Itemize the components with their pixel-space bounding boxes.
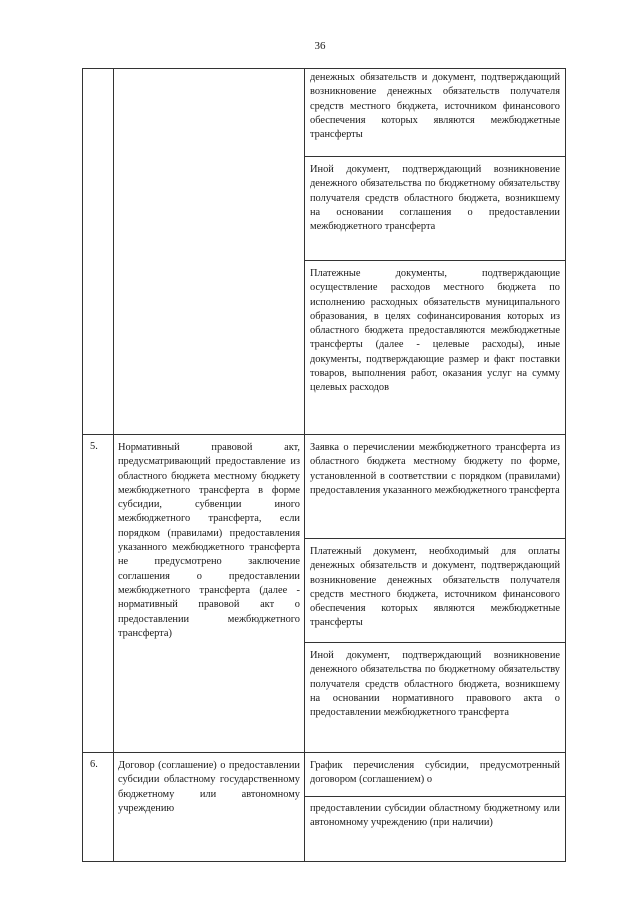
documents-table [82,68,566,862]
table-border-top [82,68,566,69]
table-border-bottom [82,861,566,862]
doc-text: Платежный документ, необходимый для оплаты денежных обязательств и документ, подтверждающий возникновение денежных обязательств получателя средств местного бюджета, источником финансового обеспечения которых являются межбюджетные трансферты [310,546,560,629]
basis-text: Договор (соглашение) о предоставлении субсидии областному государственному бюджетному или автономному учреждению [118,760,300,814]
basis-text: Нормативный правовой акт, предусматривающий предоставление из областного бюджета местному бюджету межбюджетного трансферта в форме субсидии, субвенции иного межбюджетного трансферта, если порядком (правилами) предоставления указанного межбюджетного трансферта не предусмотрено заключение соглашения о предоставлении межбюджетного трансферта (далее - нормативный правовой акт о предоставлении межбюджетного трансферта) [118,442,300,639]
doc-cell [310,759,560,788]
doc-text: Иной документ, подтверждающий возникновение денежного обязательства по бюджетному обязательству получателя средств областного бюджета, возникшему на основании соглашения о предоставлении межбюджетного трансферта [310,164,560,233]
doc-separator [304,642,566,643]
doc-cell [310,545,560,631]
basis-cell [118,441,300,641]
doc-separator [304,796,566,797]
row-separator [82,752,566,753]
doc-text: предоставлении субсидии областному бюджетному или автономному учреждению (при наличии) [310,803,560,829]
doc-text: Иной документ, подтверждающий возникновение денежного обязательства по бюджетному обязательству получателя средств областного бюджета, возникшему на основании нормативного правового акта о предоставлении межбюджетного трансферта [310,650,560,719]
doc-text: График перечисления субсидии, предусмотренный договором (соглашением) о [310,760,560,786]
row-number: 6. [90,759,98,770]
row-separator [82,434,566,435]
table-border-num [113,68,114,862]
doc-text: денежных обязательств и документ, подтверждающий возникновение денежных обязательств получателя средств местного бюджета, источником финансового обеспечения которых являются межбюджетные трансферты [310,72,560,141]
doc-separator [304,260,566,261]
doc-cell [310,71,560,142]
doc-cell [310,649,560,720]
table-border-right [565,68,566,862]
doc-separator [304,156,566,157]
doc-cell [310,267,560,396]
doc-cell [310,163,560,234]
page-number: 36 [314,40,326,52]
doc-separator [304,538,566,539]
doc-text: Заявка о перечислении межбюджетного трансферта из областного бюджета местному бюджету по форме, установленной в соответствии с порядком (правилами) предоставления указанного межбюджетного трансферта [310,442,560,496]
doc-cell [310,441,560,498]
table-border-left [82,68,83,862]
basis-cell [118,759,300,816]
doc-text: Платежные документы, подтверждающие осуществление расходов местного бюджета по исполнению расходных обязательств муниципального образования, в целях софинансирования которых из областного бюджета предоставляются межбюджетные трансферты (далее - целевые расходы), иные документы, подтверждающие размер и факт поставки товаров, выполнения работ, оказания услуг на сумму целевых расходов [310,268,560,394]
doc-cell [310,802,560,831]
row-number: 5. [90,441,98,452]
table-border-mid [304,68,305,862]
